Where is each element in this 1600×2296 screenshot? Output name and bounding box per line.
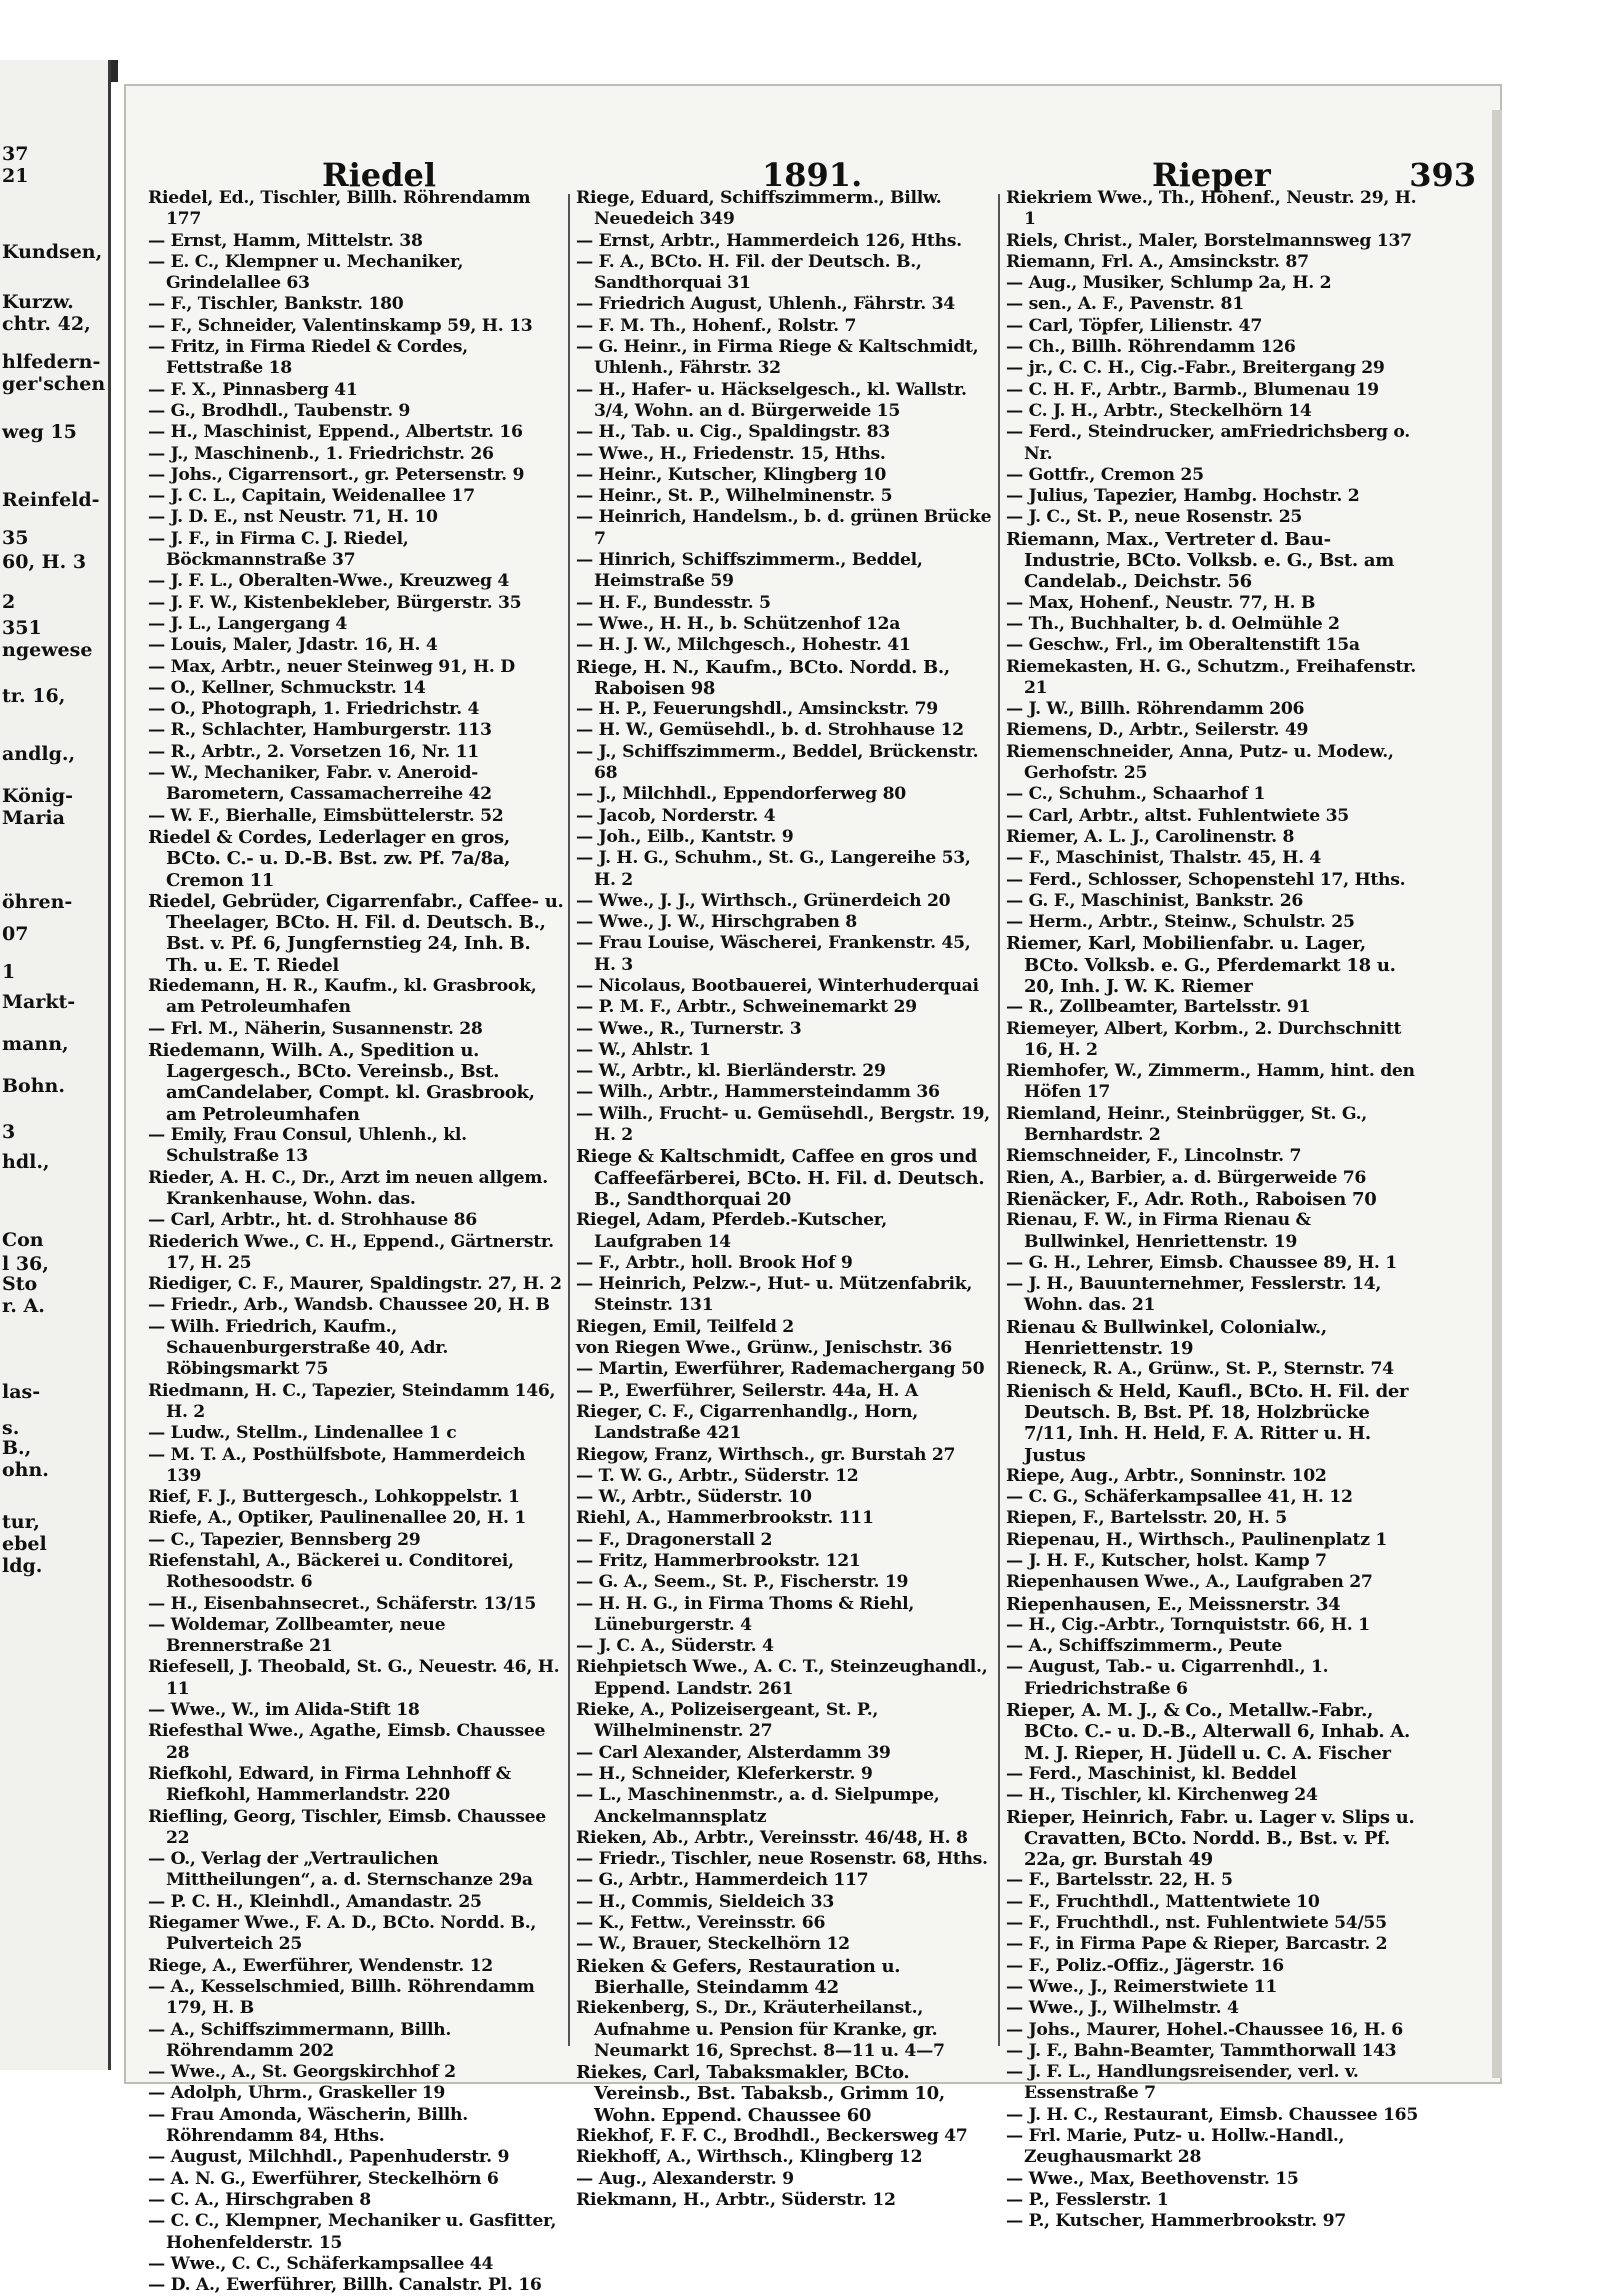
- directory-entry: Riegel, Adam, Pferdeb.-Kutscher, Laufgraben 14: [576, 1210, 887, 1252]
- directory-entry: Riegow, Franz, Wirthsch., gr. Burstah 27: [576, 1444, 956, 1465]
- directory-entry-firm: Rieper, Heinrich, Fabr. u. Lager v. Slips u. Cravatten, BCto. Nordd. B., Bst. v. Pf. 22a, gr. Burstah 49: [1006, 1806, 1415, 1871]
- directory-entry: — C. A., Hirschgraben 8: [148, 2189, 371, 2210]
- directory-entry: — Ferd., Maschinist, kl. Beddel: [1006, 1763, 1297, 1784]
- directory-entry: — Fritz, in Firma Riedel & Cordes, Fettstraße 18: [148, 337, 468, 379]
- directory-entry: — Ernst, Arbtr., Hammerdeich 126, Hths.: [576, 230, 962, 251]
- directory-entry: — Ernst, Hamm, Mittelstr. 38: [148, 230, 423, 251]
- previous-page-fragment: öhren-: [2, 891, 73, 913]
- directory-entry: Riemeyer, Albert, Korbm., 2. Durchschnitt 16, H. 2: [1006, 1018, 1402, 1060]
- directory-entry: — Wilh., Arbtr., Hammersteindamm 36: [576, 1082, 940, 1103]
- directory-entry: — Frl. Marie, Putz- u. Hollw.-Handl., Zeughausmarkt 28: [1006, 2126, 1345, 2168]
- directory-entry: Riehl, A., Hammerbrookstr. 111: [576, 1508, 874, 1529]
- directory-entry: — Max, Hohenf., Neustr. 77, H. B: [1006, 592, 1316, 613]
- directory-column-2: [576, 188, 992, 2210]
- directory-entry: — Wwe., J., Reimerstwiete 11: [1006, 1976, 1278, 1997]
- directory-entry: Riepe, Aug., Arbtr., Sonninstr. 102: [1006, 1465, 1327, 1486]
- page-number: 393: [1409, 156, 1476, 194]
- directory-entry: — G. Heinr., in Firma Riege & Kaltschmidt, Uhlenh., Fährstr. 32: [576, 337, 979, 379]
- directory-entry: — P. C. H., Kleinhdl., Amandastr. 25: [148, 1891, 482, 1912]
- directory-entry: — Emily, Frau Consul, Uhlenh., kl. Schulstraße 13: [148, 1125, 467, 1167]
- directory-entry: Riemann, Frl. A., Amsinckstr. 87: [1006, 251, 1309, 272]
- previous-page-fragment: Sto: [2, 1273, 38, 1295]
- directory-entry: — J. C. A., Süderstr. 4: [576, 1636, 774, 1657]
- directory-entry: — Wwe., H. H., b. Schützenhof 12a: [576, 613, 901, 634]
- directory-entry-firm: Riedel, Gebrüder, Cigarrenfabr., Caffee- u. Theelager, BCto. H. Fil. d. Deutsch. B., Bst. v. Pf. 6, Jungfernstieg 24, Inh. B. Th. u. E. T. Riedel: [148, 890, 564, 976]
- directory-entry: — A., Kesselschmied, Billh. Röhrendamm 179, H. B: [148, 1976, 535, 2019]
- directory-entry: — E. C., Klempner u. Mechaniker, Grindelallee 63: [148, 251, 464, 294]
- directory-entry: — P., Ewerführer, Seilerstr. 44a, H. A: [576, 1380, 918, 1401]
- directory-entry: — Wilh. Friedrich, Kaufm., Schauenburgerstraße 40, Adr. Röbingsmarkt 75: [148, 1316, 449, 1380]
- previous-page-fragment: 21: [2, 165, 29, 187]
- directory-entry: — Ferd., Steindrucker, amFriedrichsberg o. Nr.: [1006, 422, 1410, 464]
- directory-entry: — Johs., Cigarrensort., gr. Petersenstr. 9: [148, 464, 525, 485]
- directory-entry: — Wwe., C. C., Schäferkampsallee 44: [148, 2253, 494, 2274]
- directory-entry: — Max, Arbtr., neuer Steinweg 91, H. D: [148, 656, 515, 677]
- previous-page-fragment: ngewese: [2, 639, 93, 661]
- directory-entry: — Wwe., Max, Beethovenstr. 15: [1006, 2168, 1299, 2189]
- directory-entry: — H., Tischler, kl. Kirchenweg 24: [1006, 1785, 1318, 1806]
- directory-entry: — W., Ahlstr. 1: [576, 1039, 711, 1060]
- directory-entry: Rieneck, R. A., Grünw., St. P., Sternstr. 74: [1006, 1359, 1394, 1380]
- header-year: 1891.: [762, 156, 863, 194]
- directory-entry: — W., Arbtr., Süderstr. 10: [576, 1487, 812, 1508]
- directory-entry: Riemenschneider, Anna, Putz- u. Modew., Gerhofstr. 25: [1006, 741, 1394, 784]
- directory-entry: — P., Fesslerstr. 1: [1006, 2189, 1169, 2210]
- directory-entry: — W., Arbtr., kl. Bierländerstr. 29: [576, 1061, 886, 1082]
- header-left-word: Riedel: [322, 156, 436, 194]
- directory-entry: Rief, F. J., Buttergesch., Lohkoppelstr. 1: [148, 1487, 520, 1508]
- previous-page-fragment: tr. 16,: [2, 685, 66, 707]
- directory-entry: — Louis, Maler, Jdastr. 16, H. 4: [148, 635, 438, 656]
- directory-entry: Riege, A., Ewerführer, Wendenstr. 12: [148, 1955, 493, 1976]
- directory-entry: — L., Maschinenmstr., a. d. Sielpumpe, Anckelmannsplatz: [576, 1785, 940, 1827]
- previous-page-fragment: andlg.,: [2, 743, 76, 765]
- previous-page-fragment: 60, H. 3: [2, 551, 87, 573]
- previous-page-fragment: 351: [2, 617, 42, 639]
- previous-page-fragment: König-: [2, 785, 73, 807]
- directory-entry: Riekriem Wwe., Th., Hohenf., Neustr. 29, H. 1: [1006, 188, 1417, 230]
- directory-entry: Riedemann, H. R., Kaufm., kl. Grasbrook, am Petroleumhafen: [148, 975, 537, 1018]
- directory-entry: — R., Schlachter, Hamburgerstr. 113: [148, 720, 492, 741]
- directory-entry: — Wwe., J. J., Wirthsch., Grünerdeich 20: [576, 890, 951, 911]
- directory-entry: — F., Arbtr., holl. Brook Hof 9: [576, 1252, 853, 1273]
- directory-entry: — Nicolaus, Bootbauerei, Winterhuderquai: [576, 975, 979, 996]
- directory-entry: — Joh., Eilb., Kantstr. 9: [576, 826, 794, 847]
- directory-entry: Riekhoff, A., Wirthsch., Klingberg 12: [576, 2147, 923, 2168]
- directory-entry: — J. F., Bahn-Beamter, Tammthorwall 143: [1006, 2040, 1397, 2061]
- directory-entry: — H., Commis, Sieldeich 33: [576, 1891, 835, 1912]
- directory-entry: — Wwe., H., Friedenstr. 15, Hths.: [576, 443, 886, 464]
- directory-entry: Riedmann, H. C., Tapezier, Steindamm 146, H. 2: [148, 1380, 556, 1422]
- directory-entry-firm: Riemer, Karl, Mobilienfabr. u. Lager, BCto. Volksb. e. G., Pferdemarkt 18 u. 20, Inh. J. W. K. Riemer: [1006, 933, 1396, 997]
- directory-entry: — Aug., Alexanderstr. 9: [576, 2168, 794, 2189]
- directory-entry-firm: Rienäcker, F., Adr. Roth., Raboisen 70: [1006, 1188, 1377, 1210]
- directory-entry: Riepenau, H., Wirthsch., Paulinenplatz 1: [1006, 1529, 1388, 1550]
- directory-entry: — F., Tischler, Bankstr. 180: [148, 294, 404, 315]
- directory-entry: — J., Milchhdl., Eppendorferweg 80: [576, 784, 906, 805]
- directory-entry: — Johs., Maurer, Hohel.-Chaussee 16, H. 6: [1006, 2019, 1403, 2040]
- directory-entry: — G. F., Maschinist, Bankstr. 26: [1006, 890, 1304, 911]
- directory-column-3: [1006, 188, 1422, 2232]
- directory-entry: — Jacob, Norderstr. 4: [576, 805, 776, 826]
- directory-entry: — J. H. G., Schuhm., St. G., Langereihe 53, H. 2: [576, 848, 971, 890]
- directory-entry: — Fritz, Hammerbrookstr. 121: [576, 1551, 861, 1571]
- directory-entry: — Friedrich August, Uhlenh., Fährstr. 34: [576, 294, 955, 315]
- directory-entry: — H., Tab. u. Cig., Spaldingstr. 83: [576, 422, 890, 443]
- directory-entry: — Carl, Arbtr., ht. d. Strohhause 86: [148, 1210, 477, 1231]
- directory-entry: — Ferd., Schlosser, Schopenstehl 17, Hths.: [1006, 869, 1406, 890]
- directory-entry: — Hinrich, Schiffszimmerm., Beddel, Heimstraße 59: [576, 550, 923, 592]
- directory-entry: — W. F., Bierhalle, Eimsbüttelerstr. 52: [148, 805, 504, 826]
- previous-page-fragment: 1: [2, 961, 16, 983]
- previous-page-fragment: Con: [2, 1229, 44, 1251]
- directory-entry: — Adolph, Uhrm., Graskeller 19: [148, 2083, 446, 2104]
- directory-entry-firm: Riemann, Max., Vertreter d. Bau-Industrie, BCto. Volksb. e. G., Bst. am Candelab., Deichstr. 56: [1006, 528, 1394, 593]
- directory-entry: — D. A., Ewerführer, Billh. Canalstr. Pl. 16: [148, 2275, 542, 2296]
- directory-entry: — P. M. F., Arbtr., Schweinemarkt 29: [576, 997, 917, 1018]
- directory-entry: Riege, Eduard, Schiffszimmerm., Billw. Neuedeich 349: [576, 188, 942, 230]
- directory-entry: Riekmann, H., Arbtr., Süderstr. 12: [576, 2189, 896, 2210]
- directory-entry: — O., Verlag der „Vertraulichen Mittheilungen“, a. d. Sternschanze 29a: [148, 1849, 533, 1891]
- directory-entry: — J., Maschinenb., 1. Friedrichstr. 26: [148, 443, 494, 464]
- directory-entry: — Frl. M., Näherin, Susannenstr. 28: [148, 1018, 483, 1039]
- directory-entry: Riefe, A., Optiker, Paulinenallee 20, H. 1: [148, 1508, 526, 1529]
- previous-page-fragment: Markt-: [2, 991, 76, 1013]
- previous-page-fragment: ebel: [2, 1533, 47, 1555]
- directory-entry: — J. F., in Firma C. J. Riedel, Böckmannstraße 37: [148, 528, 409, 571]
- directory-entry: — August, Tab.- u. Cigarrenhdl., 1. Friedrichstraße 6: [1006, 1657, 1329, 1699]
- directory-entry: — Wwe., R., Turnerstr. 3: [576, 1018, 802, 1039]
- directory-entry: — F. M. Th., Hohenf., Rolstr. 7: [576, 315, 857, 336]
- directory-entry: — Th., Buchhalter, b. d. Oelmühle 2: [1006, 613, 1340, 634]
- directory-entry: — jr., C. C. H., Cig.-Fabr., Breitergang 29: [1006, 358, 1385, 379]
- directory-entry: — J. F. W., Kistenbekleber, Bürgerstr. 35: [148, 592, 522, 613]
- header-right-word: Rieper: [1152, 156, 1271, 194]
- directory-entry: — C., Tapezier, Bennsberg 29: [148, 1529, 421, 1550]
- directory-entry-firm: Riedel & Cordes, Lederlager en gros, BCto. C.- u. D.-B. Bst. zw. Pf. 7a/8a, Cremon 11: [148, 826, 511, 891]
- directory-entry: — H., Schneider, Kleferkerstr. 9: [576, 1763, 873, 1784]
- directory-entry: Riemland, Heinr., Steinbrügger, St. G., Bernhardstr. 2: [1006, 1103, 1367, 1146]
- directory-entry-firm: Rienau & Bullwinkel, Colonialw., Henriettenstr. 19: [1006, 1316, 1327, 1360]
- directory-entry: — F., Maschinist, Thalstr. 45, H. 4: [1006, 848, 1322, 869]
- directory-entry: — Herm., Arbtr., Steinw., Schulstr. 25: [1006, 912, 1355, 933]
- directory-entry: — F., in Firma Pape & Rieper, Barcastr. 2: [1006, 1934, 1388, 1955]
- previous-page-fragment: weg 15: [2, 421, 77, 443]
- directory-entry: — J. F. L., Handlungsreisender, verl. v. Essenstraße 7: [1006, 2062, 1359, 2104]
- directory-entry: — Heinr., St. P., Wilhelminenstr. 5: [576, 486, 893, 507]
- directory-entry: — Woldemar, Zollbeamter, neue Brennerstraße 21: [148, 1614, 446, 1657]
- directory-entry: — Wwe., J. W., Hirschgraben 8: [576, 912, 857, 933]
- directory-entry: — H., Cig.-Arbtr., Tornquiststr. 66, H. 1: [1006, 1614, 1370, 1635]
- directory-entry: Riefkohl, Edward, in Firma Lehnhoff & Riefkohl, Hammerlandstr. 220: [148, 1763, 511, 1806]
- previous-page-fragment: ohn.: [2, 1459, 49, 1481]
- directory-entry-firm: Rieken & Gefers, Restauration u. Bierhalle, Steindamm 42: [576, 1955, 901, 1998]
- directory-entry: — C. C., Klempner, Mechaniker u. Gasfitter, Hohenfelderstr. 15: [148, 2211, 557, 2253]
- column-rule: [568, 194, 570, 2046]
- directory-entry: — J. W., Billh. Röhrendamm 206: [1006, 699, 1305, 720]
- directory-entry-firm: Rieper, A. M. J., & Co., Metallw.-Fabr., BCto. C.- u. D.-B., Alterwall 6, Inhab. A. M. J. Rieper, H. Jüdell u. C. A. Fischer: [1006, 1700, 1410, 1764]
- previous-page-fragment: ldg.: [2, 1555, 43, 1577]
- directory-entry: — O., Photograph, 1. Friedrichstr. 4: [148, 699, 480, 720]
- directory-entry: — H. W., Gemüsehdl., b. d. Strohhause 12: [576, 720, 964, 741]
- previous-page-fragment: 35: [2, 527, 29, 549]
- directory-entry-firm: Riege & Kaltschmidt, Caffee en gros und Caffeefärberei, BCto. H. Fil. d. Deutsch. B., Sandthorquai 20: [576, 1146, 985, 1210]
- previous-page-fragment: hlfedern-: [2, 351, 101, 373]
- directory-entry: Riedel, Ed., Tischler, Billh. Röhrendamm 177: [148, 188, 531, 230]
- previous-page-fragment: 37: [2, 143, 29, 165]
- directory-entry: Riefesell, J. Theobald, St. G., Neuestr. 46, H. 11: [148, 1657, 560, 1699]
- directory-entry: — Wwe., J., Wilhelmstr. 4: [1006, 1998, 1239, 2019]
- previous-page-fragment: Kurzw.: [2, 291, 74, 313]
- directory-page: [124, 84, 1502, 2296]
- directory-entry: Riefesthal Wwe., Agathe, Eimsb. Chaussee 28: [148, 1721, 546, 1763]
- directory-entry: — J. L., Langergang 4: [148, 613, 348, 634]
- directory-entry: — Friedr., Arb., Wandsb. Chaussee 20, H. B: [148, 1295, 550, 1316]
- page-edge-shadow: [1492, 110, 1502, 2078]
- previous-page-fragment: s.: [2, 1417, 20, 1439]
- directory-entry: — sen., A. F., Pavenstr. 81: [1006, 294, 1244, 315]
- directory-entry: Riehpietsch Wwe., A. C. T., Steinzeughandl., Eppend. Landstr. 261: [576, 1657, 988, 1699]
- previous-page-fragment: r. A.: [2, 1295, 45, 1317]
- directory-entry: Riemer, A. L. J., Carolinenstr. 8: [1006, 826, 1295, 847]
- directory-entry: Rienau, F. W., in Firma Rienau & Bullwinkel, Henriettenstr. 19: [1006, 1210, 1311, 1252]
- directory-entry-firm: Riepenhausen, E., Meissnerstr. 34: [1006, 1593, 1341, 1615]
- directory-entry: Riemschneider, F., Lincolnstr. 7: [1006, 1146, 1302, 1167]
- directory-entry: Riels, Christ., Maler, Borstelmannsweg 137: [1006, 230, 1412, 251]
- previous-page-fragment: las-: [2, 1381, 41, 1403]
- directory-entry: — C. H. F., Arbtr., Barmb., Blumenau 19: [1006, 379, 1379, 400]
- previous-page-fragment: ger'schen: [2, 373, 106, 395]
- directory-entry: — Frau Amonda, Wäscherin, Billh. Röhrendamm 84, Hths.: [148, 2104, 468, 2147]
- directory-entry: — F., Fruchthdl., Mattentwiete 10: [1006, 1891, 1320, 1912]
- directory-entry: — H., Hafer- u. Häckselgesch., kl. Wallstr. 3/4, Wohn. an d. Bürgerweide 15: [576, 379, 967, 421]
- directory-entry: — Heinrich, Handelsm., b. d. grünen Brücke 7: [576, 507, 992, 549]
- directory-entry: — O., Kellner, Schmuckstr. 14: [148, 677, 426, 698]
- directory-entry: — F., Fruchthdl., nst. Fuhlentwiete 54/55: [1006, 1913, 1387, 1934]
- directory-entry: — G., Arbtr., Hammerdeich 117: [576, 1870, 869, 1891]
- directory-entry: — C. J. H., Arbtr., Steckelhörn 14: [1006, 400, 1312, 421]
- directory-entry: Rieder, A. H. C., Dr., Arzt im neuen allgem. Krankenhause, Wohn. das.: [148, 1167, 548, 1209]
- directory-entry: Rien, A., Barbier, a. d. Bürgerweide 76: [1006, 1167, 1367, 1188]
- directory-entry: — M. T. A., Posthülfsbote, Hammerdeich 139: [148, 1444, 526, 1486]
- directory-entry: — J., Schiffszimmerm., Beddel, Brückenstr. 68: [576, 741, 979, 784]
- directory-entry: — H., Eisenbahnsecret., Schäferstr. 13/15: [148, 1593, 536, 1614]
- directory-entry: — W., Brauer, Steckelhörn 12: [576, 1934, 850, 1955]
- directory-entry: — R., Zollbeamter, Bartelsstr. 91: [1006, 997, 1311, 1018]
- directory-entry-firm: Riekes, Carl, Tabaksmakler, BCto. Vereinsb., Bst. Tabaksb., Grimm 10, Wohn. Eppend. Chaussee 60: [576, 2062, 945, 2126]
- previous-page-fragment: mann,: [2, 1033, 69, 1055]
- directory-entry: — A., Schiffszimmermann, Billh. Röhrendamm 202: [148, 2019, 452, 2061]
- directory-entry: — H., Maschinist, Eppend., Albertstr. 16: [148, 422, 523, 443]
- previous-page-fragment: 07: [2, 923, 29, 945]
- directory-entry: Riekenberg, S., Dr., Kräuterheilanst., Aufnahme u. Pension für Kranke, gr. Neumarkt 16, Sprechst. 8—11 u. 4—7: [576, 1998, 945, 2061]
- previous-page-fragment: 3: [2, 1121, 16, 1143]
- directory-entry: — Ch., Billh. Röhrendamm 126: [1006, 337, 1296, 358]
- directory-entry: — H. H. G., in Firma Thoms & Riehl, Lüneburgerstr. 4: [576, 1593, 915, 1635]
- previous-page-fragment: l 36,: [2, 1253, 49, 1275]
- directory-entry: — Heinrich, Pelzw.-, Hut- u. Mützenfabrik, Steinstr. 131: [576, 1274, 973, 1316]
- directory-entry: — G. A., Seem., St. P., Fischerstr. 19: [576, 1572, 909, 1593]
- directory-entry: Riemhofer, W., Zimmerm., Hamm, hint. den Höfen 17: [1006, 1061, 1415, 1103]
- directory-entry: — K., Fettw., Vereinsstr. 66: [576, 1913, 826, 1934]
- directory-entry: — Frau Louise, Wäscherei, Frankenstr. 45, H. 3: [576, 933, 971, 975]
- directory-entry: — R., Arbtr., 2. Vorsetzen 16, Nr. 11: [148, 741, 479, 762]
- directory-entry: Riepenhausen Wwe., A., Laufgraben 27: [1006, 1572, 1373, 1593]
- directory-entry: Rieke, A., Polizeisergeant, St. P., Wilhelminenstr. 27: [576, 1700, 879, 1742]
- directory-entry: Riepen, F., Bartelsstr. 20, H. 5: [1006, 1508, 1287, 1529]
- directory-entry: — F., Poliz.-Offiz., Jägerstr. 16: [1006, 1955, 1284, 1976]
- directory-entry-firm: Riege, H. N., Kaufm., BCto. Nordd. B., Raboisen 98: [576, 656, 950, 699]
- directory-entry: — Carl Alexander, Alsterdamm 39: [576, 1742, 891, 1763]
- previous-page-fragment: hdl.,: [2, 1151, 50, 1173]
- directory-entry: — P., Kutscher, Hammerbrookstr. 97: [1006, 2211, 1346, 2232]
- directory-entry: — Heinr., Kutscher, Klingberg 10: [576, 464, 886, 485]
- directory-entry: — J. C., St. P., neue Rosenstr. 25: [1006, 507, 1303, 528]
- directory-entry: Riediger, C. F., Maurer, Spaldingstr. 27, H. 2: [148, 1274, 562, 1295]
- directory-entry: — G. H., Lehrer, Eimsb. Chaussee 89, H. 1: [1006, 1252, 1397, 1273]
- directory-entry: — Carl, Arbtr., altst. Fuhlentwiete 35: [1006, 805, 1349, 826]
- directory-entry: Riegamer Wwe., F. A. D., BCto. Nordd. B., Pulverteich 25: [148, 1913, 537, 1955]
- directory-entry: — Ludw., Stellm., Lindenallee 1 c: [148, 1423, 457, 1444]
- directory-entry-firm: Rienisch & Held, Kaufl., BCto. H. Fil. der Deutsch. B, Bst. Pf. 18, Holzbrücke 7/11, Inh. H. Held, F. A. Ritter u. H. Justus: [1006, 1380, 1409, 1466]
- directory-entry: — H. J. W., Milchgesch., Hohestr. 41: [576, 635, 911, 656]
- directory-entry: — H. P., Feuerungshdl., Amsinckstr. 79: [576, 699, 938, 720]
- directory-entry: — Wilh., Frucht- u. Gemüsehdl., Bergstr. 19, H. 2: [576, 1103, 990, 1146]
- directory-entry: Rieken, Ab., Arbtr., Vereinsstr. 46/48, H. 8: [576, 1827, 968, 1848]
- directory-entry: — J. H. C., Restaurant, Eimsb. Chaussee 165: [1006, 2104, 1419, 2125]
- directory-entry: — J. H., Bauunternehmer, Fesslerstr. 14, Wohn. das. 21: [1006, 1274, 1382, 1316]
- directory-entry: — F. X., Pinnasberg 41: [148, 379, 358, 400]
- directory-entry: — August, Milchhdl., Papenhuderstr. 9: [148, 2147, 510, 2168]
- directory-entry: — Geschw., Frl., im Oberaltenstift 15a: [1006, 635, 1360, 656]
- directory-entry: Riegen, Emil, Teilfeld 2: [576, 1316, 794, 1337]
- previous-page-fragment: tur,: [2, 1511, 40, 1533]
- directory-entry: Riefenstahl, A., Bäckerei u. Conditorei, Rothesoodstr. 6: [148, 1551, 514, 1593]
- directory-entry: Riederich Wwe., C. H., Eppend., Gärtnerstr. 17, H. 25: [148, 1231, 554, 1273]
- directory-entry: — Wwe., A., St. Georgskirchhof 2: [148, 2062, 456, 2083]
- directory-entry: — J. C. L., Capitain, Weidenallee 17: [148, 486, 475, 507]
- directory-entry: — W., Mechaniker, Fabr. v. Aneroid-Barometern, Cassamacherreihe 42: [148, 763, 492, 805]
- directory-entry: — Friedr., Tischler, neue Rosenstr. 68, Hths.: [576, 1849, 988, 1870]
- directory-entry: — T. W. G., Arbtr., Süderstr. 12: [576, 1465, 859, 1486]
- directory-entry: — J. D. E., nst Neustr. 71, H. 10: [148, 507, 438, 528]
- directory-entry: — H. F., Bundesstr. 5: [576, 592, 771, 613]
- previous-page-fragment: Reinfeld-: [2, 489, 100, 511]
- directory-entry: Rieger, C. F., Cigarrenhandlg., Horn, Landstraße 421: [576, 1401, 918, 1444]
- directory-entry: — A. N. G., Ewerführer, Steckelhörn 6: [148, 2168, 499, 2189]
- directory-entry: Riemens, D., Arbtr., Seilerstr. 49: [1006, 720, 1309, 741]
- previous-page-fragment: chtr. 42,: [2, 313, 91, 335]
- directory-entry: Riekhof, F. F. C., Brodhdl., Beckersweg 47: [576, 2126, 968, 2147]
- directory-entry: — C. G., Schäferkampsallee 41, H. 12: [1006, 1487, 1353, 1508]
- directory-entry: — Carl, Töpfer, Lilienstr. 47: [1006, 315, 1262, 336]
- directory-entry: — Julius, Tapezier, Hambg. Hochstr. 2: [1006, 486, 1360, 507]
- previous-page-fragment: Bohn.: [2, 1075, 65, 1097]
- directory-entry: — F., Dragonerstall 2: [576, 1529, 773, 1550]
- directory-entry: — Wwe., W., im Alida-Stift 18: [148, 1700, 420, 1721]
- directory-entry: — J. H. F., Kutscher, holst. Kamp 7: [1006, 1551, 1327, 1571]
- column-rule: [998, 194, 1000, 2046]
- previous-page-fragment: Kundsen,: [2, 241, 103, 263]
- directory-entry: Riemekasten, H. G., Schutzm., Freihafenstr. 21: [1006, 656, 1416, 698]
- previous-page-fragment: B.,: [2, 1437, 32, 1459]
- directory-column-1: [148, 188, 564, 2296]
- directory-entry-firm: Riedemann, Wilh. A., Spedition u. Lagergesch., BCto. Vereinsb., Bst. amCandelaber, Compt. kl. Grasbrook, am Petroleumhafen: [148, 1039, 535, 1125]
- directory-entry: — F., Bartelsstr. 22, H. 5: [1006, 1870, 1233, 1891]
- directory-entry: Riefling, Georg, Tischler, Eimsb. Chaussee 22: [148, 1806, 546, 1848]
- directory-entry: — Martin, Ewerführer, Rademachergang 50: [576, 1359, 985, 1380]
- directory-entry: — C., Schuhm., Schaarhof 1: [1006, 784, 1266, 805]
- directory-entry: — A., Schiffszimmerm., Peute: [1006, 1636, 1282, 1657]
- directory-entry: — Gottfr., Cremon 25: [1006, 464, 1204, 485]
- directory-entry: — J. F. L., Oberalten-Wwe., Kreuzweg 4: [148, 571, 510, 592]
- previous-page-fragment: 2: [2, 591, 16, 613]
- directory-entry: — G., Brodhdl., Taubenstr. 9: [148, 400, 411, 421]
- directory-entry: — F. A., BCto. H. Fil. der Deutsch. B., Sandthorquai 31: [576, 251, 922, 294]
- directory-entry: von Riegen Wwe., Grünw., Jenischstr. 36: [576, 1338, 952, 1359]
- directory-entry: — F., Schneider, Valentinskamp 59, H. 13: [148, 315, 533, 336]
- previous-page-fragment: Maria: [2, 807, 65, 829]
- previous-page-strip: [0, 60, 111, 2070]
- directory-entry: — Aug., Musiker, Schlump 2a, H. 2: [1006, 273, 1332, 294]
